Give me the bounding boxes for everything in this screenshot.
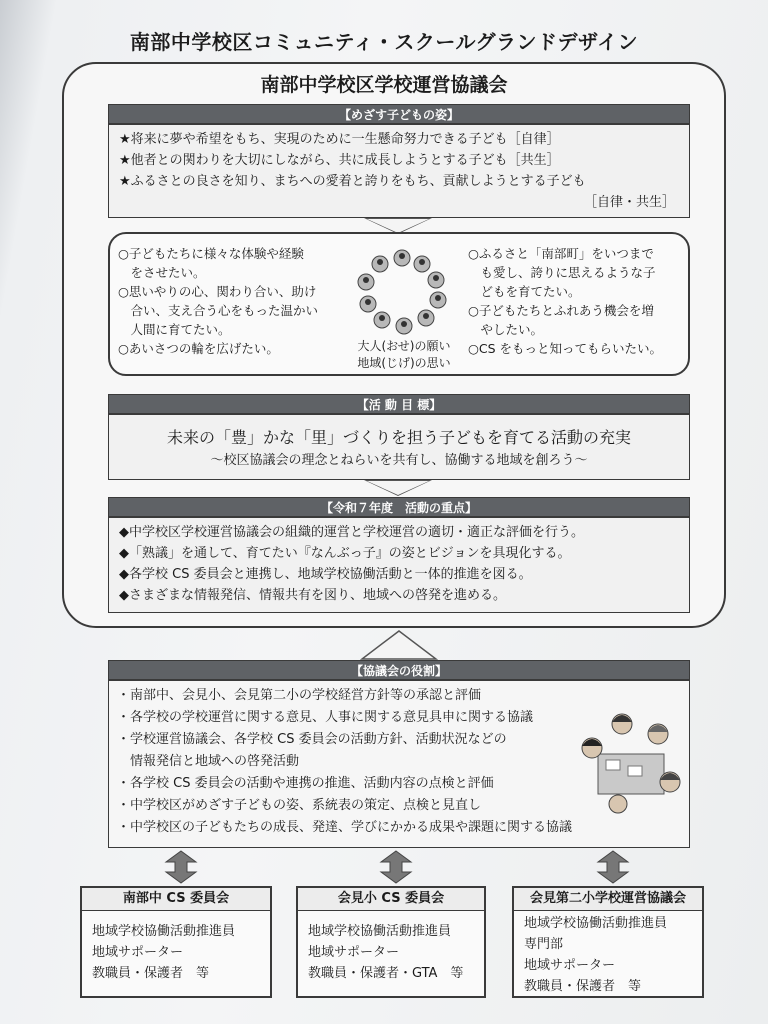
role-item: ・学校運営協議会、各学校 CS 委員会の活動方針、活動状況などの [117, 732, 507, 747]
activity-goal-main: 未来の「豊」かな「里」づくりを担う子どもを育てる活動の充実 [166, 428, 631, 447]
wish-item: ○子どもたちに様々な体験や経験 [118, 246, 304, 261]
committee-title: 会見第二小学校運営協議会 [514, 888, 702, 911]
wish-item: をさせたい。 [118, 265, 206, 280]
committee-member: 地域サポーター [308, 945, 400, 960]
vision-tag: ［自律・共生］ [583, 195, 675, 210]
wish-item: も愛し、誇りに思えるような子 [468, 265, 656, 280]
focus-item: ◆さまざまな情報発信、情報共有を図り、地域への啓発を進める。 [119, 588, 506, 603]
focus-box [108, 517, 690, 613]
activity-goal-header: 【活 動 目 標】 [108, 394, 690, 414]
wishes-right [468, 244, 688, 358]
wish-item: 合い、支え合う心をもった温かい [118, 303, 319, 318]
council-title: 南部中学校区学校運営協議会 [260, 74, 508, 96]
role-item: ・中学校区がめざす子どもの姿、系統表の策定、点検と見直し [117, 798, 482, 813]
committee-member: 地域学校協働活動推進員 [524, 916, 668, 931]
bidirectional-arrow-icon [378, 850, 414, 884]
wish-caption [344, 338, 464, 372]
vision-header: 【めざす子どもの姿】 [108, 104, 690, 124]
people-circle-icon [352, 246, 452, 338]
role-item: 情報発信と地域への啓発活動 [117, 754, 300, 769]
activity-goal-sub: ～校区協議会の理念とねらいを共有し、協働する地域を創ろう～ [210, 453, 588, 468]
vision-box [108, 124, 690, 218]
committee-member: 地域学校協働活動推進員 [92, 924, 236, 939]
vision-item: ★他者との関わりを大切にしながら、共に成長しようとする子ども［共生］ [119, 153, 560, 168]
activity-goal-box [108, 414, 690, 480]
wish-item: ○子どもたちとふれあう機会を増 [468, 303, 654, 318]
wishes-box [108, 232, 690, 376]
role-item: ・南部中、会見小、会見第二小の学校経営方針等の承認と評価 [117, 688, 482, 703]
committee-card-aimi [296, 886, 486, 998]
wishes-left [118, 244, 358, 358]
focus-header: 【令和７年度 活動の重点】 [108, 497, 690, 517]
committee-member: 地域学校協働活動推進員 [308, 924, 452, 939]
wish-item: ○あいさつの輪を広げたい。 [118, 341, 279, 356]
vision-item: ★ふるさとの良さを知り、まちへの愛着と誇りをもち、貢献しようとする子ども [119, 174, 586, 189]
wish-item: やしたい。 [468, 322, 544, 337]
committee-member: 地域サポーター [92, 945, 184, 960]
committee-member: 専門部 [524, 937, 564, 952]
up-arrow [360, 630, 438, 660]
bidirectional-arrow-icon [163, 850, 199, 884]
bidirectional-arrow-icon [595, 850, 631, 884]
vision-item: ★将来に夢や希望をもち、実現のために一生懸命努力できる子ども［自律］ [119, 132, 560, 147]
committee-title: 南部中 CS 委員会 [82, 888, 270, 911]
wish-item: ○ふるさと「南部町」をいつまで [468, 246, 654, 261]
committee-title: 会見小 CS 委員会 [298, 888, 484, 911]
wish-item: ○思いやりの心、関わり合い、助け [118, 284, 317, 299]
role-item: ・中学校区の子どもたちの成長、発達、学びにかかる成果や課題に関する協議 [117, 820, 573, 835]
role-item: ・各学校の学校運営に関する意見、人事に関する意見具申に関する協議 [117, 710, 534, 725]
committee-member: 教職員・保護者・GTA 等 [308, 966, 464, 981]
committee-card-nanbu [80, 886, 272, 998]
page-title: 南部中学校区コミュニティ・スクールグランドデザイン [129, 30, 639, 54]
wish-item: どもを育てたい。 [468, 284, 581, 299]
committee-member: 地域サポーター [524, 958, 616, 973]
meeting-illustration-icon [578, 704, 684, 814]
committee-member: 教職員・保護者 等 [92, 966, 210, 981]
focus-item: ◆中学校区学校運営協議会の組織的運営と学校運営の適切・適正な評価を行う。 [119, 525, 584, 540]
wish-item: 人間に育てたい。 [118, 322, 231, 337]
caption-adults: 大人(おせ)の願い [357, 339, 451, 353]
focus-item: ◆「熟議」を通して、育てたい『なんぶっ子』の姿とビジョンを具現化する。 [119, 546, 571, 561]
roles-header: 【協議会の役割】 [108, 660, 690, 680]
role-item: ・各学校 CS 委員会の活動や連携の推進、活動内容の点検と評価 [117, 776, 494, 791]
focus-item: ◆各学校 CS 委員会と連携し、地域学校協働活動と一体的推進を図る。 [119, 567, 532, 582]
caption-community: 地域(じげ)の思い [357, 356, 451, 370]
committee-card-aimi-daini [512, 886, 704, 998]
wish-item: ○CS をもっと知ってもらいたい。 [468, 341, 663, 356]
committee-member: 教職員・保護者 等 [524, 979, 642, 994]
